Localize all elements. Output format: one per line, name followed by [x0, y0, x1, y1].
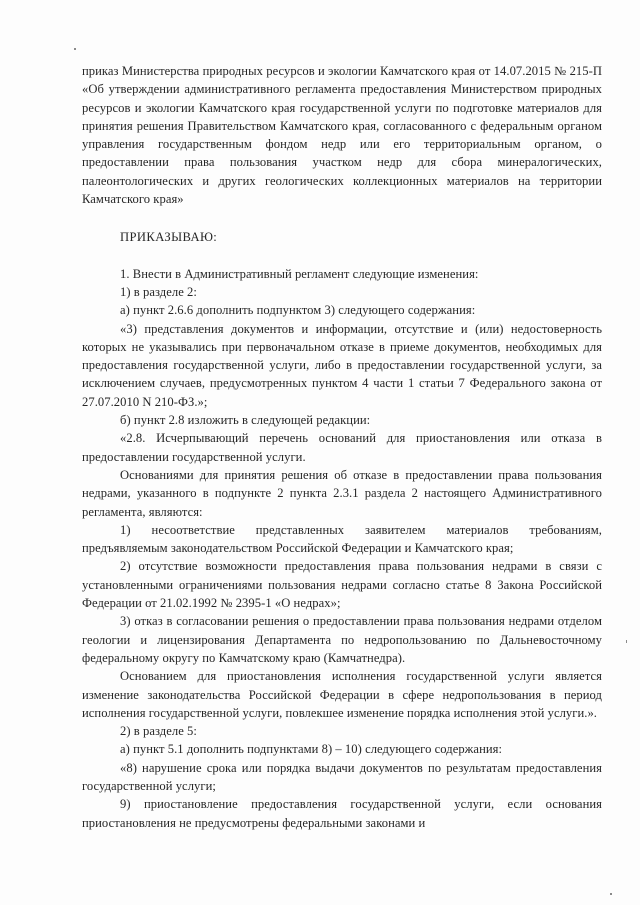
- paragraph: а) пункт 2.6.6 дополнить подпунктом 3) следующего содержания:: [120, 303, 476, 318]
- paragraph: 2) отсутствие возможности предоставления права пользования недрами в связи с установленными ограничениями пользования недрами согласно статье 8 Закона Российской Федерации от 21.02.1992 № 2395-1 «О недрах»;: [82, 559, 602, 611]
- order-heading: ПРИКАЗЫВАЮ:: [120, 230, 218, 245]
- order-preamble: приказ Министерства природных ресурсов и экологии Камчатского края от 14.07.2015 № 215-П «Об утверждении административного регламента предоставления Министерством природных ресурсов и экологии Камчатского края государственной услуги по подготовке материалов для принятия решения Правительством Камчатского края, согласованного с федеральным органом управления государственным фондом недр или его территориальным органом, о предоставлении права пользования участком недр для сбора минералогических, палеонтологических и других геологических коллекционных материалов на территории Камчатского края»: [82, 64, 602, 207]
- paragraph: Основаниями для принятия решения об отказе в предоставлении права пользования недрами, указанного в подпункте 2 пункта 2.3.1 раздела 2 настоящего Административного регламента, являются:: [82, 467, 602, 519]
- scan-speck: [74, 48, 76, 50]
- paragraph: а) пункт 5.1 дополнить подпунктами 8) – 10) следующего содержания:: [120, 742, 503, 757]
- paragraph: 2) в разделе 5:: [120, 724, 197, 739]
- paragraph: б) пункт 2.8 изложить в следующей редакции:: [120, 413, 371, 428]
- paragraph: Основанием для приостановления исполнения государственной услуги является изменение законодательства Российской Федерации в сфере недропользования в период исполнения государственной услуги, повлекшее изменение порядка исполнения этой услуги.».: [82, 669, 602, 720]
- paragraph: 1) несоответствие представленных заявителем материалов требованиям, предъявляемым законодательством Российской Федерации и Камчатского края;: [82, 522, 602, 556]
- paragraph: «8) нарушение срока или порядка выдачи документов по результатам предоставления государственной услуги;: [82, 760, 602, 793]
- paragraph: 9) приостановление предоставления государственной услуги, если основания приостановления не предусмотрены федеральными законами и: [82, 797, 602, 830]
- paragraph: 3) отказ в согласовании решения о предоставлении права пользования недрами отделом геологии и лицензирования Департамента по недропользованию по Дальневосточному федеральному округу по Камчатскому краю (Камчатнедра).: [82, 614, 602, 665]
- document-body: [82, 62, 602, 832]
- scan-speck: [626, 640, 627, 643]
- paragraph: 1) в разделе 2:: [120, 284, 197, 299]
- paragraph: 1. Внести в Административный регламент следующие изменения:: [120, 266, 479, 281]
- scan-speck: [610, 893, 612, 895]
- paragraph: «2.8. Исчерпывающий перечень оснований для приостановления или отказа в предоставлении государственной услуги.: [82, 431, 602, 464]
- paragraph: «3) представления документов и информации, отсутствие и (или) недостоверность которых не указывались при первоначальном отказе в приеме документов, необходимых для предоставления государственной услуги, либо в предоставлении государственной услуги, за исключением случаев, предусмотренных пунктом 4 части 1 статьи 7 Федерального закона от 27.07.2010 N 210-ФЗ.»;: [82, 321, 602, 409]
